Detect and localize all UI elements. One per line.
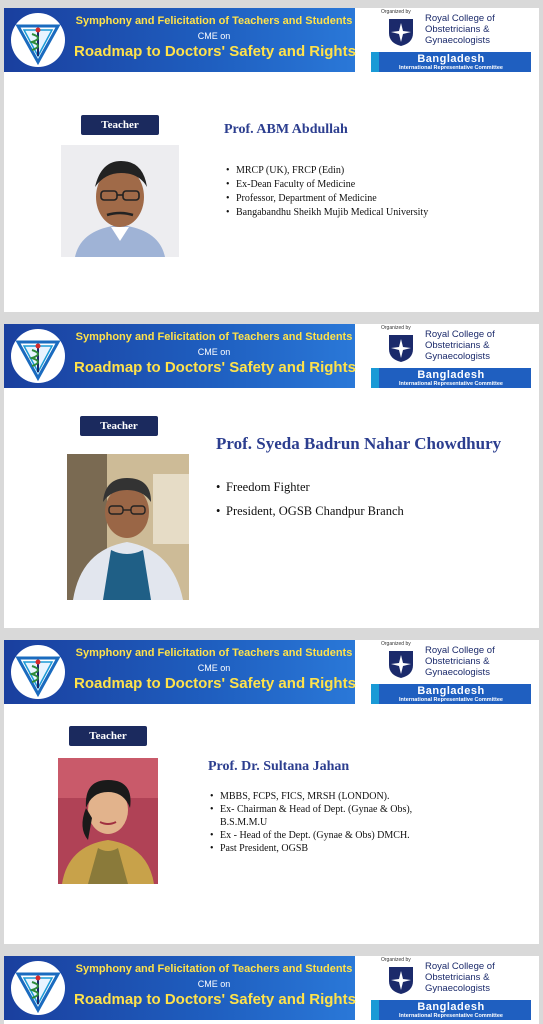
rcog-logo-icon — [387, 333, 415, 363]
organizer-block — [359, 8, 539, 72]
teacher-name: Prof. Syeda Badrun Nahar Chowdhury — [216, 434, 502, 453]
organizer-name: Royal College of Obstetricians & Gynaecologists — [425, 961, 495, 994]
organizer-block — [359, 956, 539, 1020]
slide-2 — [4, 324, 539, 628]
organizer-country: Bangladesh — [417, 1001, 485, 1013]
slide-1 — [4, 8, 539, 312]
teacher-name: Prof. ABM Abdullah — [224, 122, 348, 137]
slide-4 — [4, 956, 539, 1024]
banner-subtitle: CME on — [197, 663, 231, 673]
banner-title: Symphony and Felicitation of Teachers and Students — [75, 963, 353, 975]
credential-item: • Ex - Head of the Dept. (Gynae & Obs) DMCH. — [210, 829, 450, 842]
organizer-country-bar — [371, 52, 531, 72]
banner-topic: Roadmap to Doctors' Safety and Rights — [74, 991, 356, 1008]
organized-by-label: Organized by — [381, 641, 411, 647]
rcog-logo-icon — [387, 965, 415, 995]
event-banner — [4, 324, 539, 388]
credential-item: • Ex-Dean Faculty of Medicine — [226, 178, 428, 192]
ogsb-logo-icon — [10, 12, 66, 68]
credential-item: • President, OGSB Chandpur Branch — [216, 499, 404, 523]
organizer-country-bar — [371, 1000, 531, 1020]
organizer-country: Bangladesh — [417, 685, 485, 697]
organizer-block — [359, 640, 539, 704]
organized-by-label: Organized by — [381, 9, 411, 15]
banner-title: Symphony and Felicitation of Teachers and Students — [75, 331, 353, 343]
organizer-block — [359, 324, 539, 388]
teacher-badge: Teacher — [81, 115, 159, 135]
teacher-badge: Teacher — [69, 726, 147, 746]
teacher-badge: Teacher — [80, 416, 158, 436]
organizer-committee: International Representative Committee — [399, 65, 503, 71]
organizer-committee: International Representative Committee — [399, 697, 503, 703]
rcog-logo-icon — [387, 17, 415, 47]
credentials-list — [210, 790, 450, 855]
organizer-committee: International Representative Committee — [399, 381, 503, 387]
credential-item: • Bangabandhu Sheikh Mujib Medical University — [226, 206, 428, 220]
organizer-country-bar — [371, 368, 531, 388]
organizer-name: Royal College of Obstetricians & Gynaecologists — [425, 329, 495, 362]
credential-item: • Freedom Fighter — [216, 475, 404, 499]
credential-item: • MRCP (UK), FRCP (Edin) — [226, 164, 428, 178]
organized-by-label: Organized by — [381, 957, 411, 963]
banner-title: Symphony and Felicitation of Teachers and Students — [75, 647, 353, 659]
credential-item: • Ex- Chairman & Head of Dept. (Gynae & Obs), B.S.M.M.U — [210, 803, 450, 829]
banner-topic: Roadmap to Doctors' Safety and Rights — [74, 359, 356, 376]
slide-3 — [4, 640, 539, 944]
banner-topic: Roadmap to Doctors' Safety and Rights — [74, 675, 356, 692]
banner-subtitle: CME on — [197, 347, 231, 357]
organized-by-label: Organized by — [381, 325, 411, 331]
event-banner — [4, 956, 539, 1020]
banner-subtitle: CME on — [197, 979, 231, 989]
credential-item: • Professor, Department of Medicine — [226, 192, 428, 206]
organizer-country: Bangladesh — [417, 53, 485, 65]
teacher-photo — [58, 758, 158, 884]
event-banner — [4, 8, 539, 72]
banner-topic: Roadmap to Doctors' Safety and Rights — [74, 43, 356, 60]
event-banner — [4, 640, 539, 704]
organizer-committee: International Representative Committee — [399, 1013, 503, 1019]
banner-title: Symphony and Felicitation of Teachers and Students — [75, 15, 353, 27]
credentials-list — [226, 164, 428, 220]
rcog-logo-icon — [387, 649, 415, 679]
organizer-country: Bangladesh — [417, 369, 485, 381]
organizer-name: Royal College of Obstetricians & Gynaecologists — [425, 645, 495, 678]
organizer-name: Royal College of Obstetricians & Gynaecologists — [425, 13, 495, 46]
credentials-list — [216, 475, 404, 523]
teacher-photo — [61, 145, 179, 257]
credential-item: • Past President, OGSB — [210, 842, 450, 855]
ogsb-logo-icon — [10, 328, 66, 384]
teacher-name: Prof. Dr. Sultana Jahan — [208, 759, 350, 774]
credential-item: • MBBS, FCPS, FICS, MRSH (LONDON). — [210, 790, 450, 803]
ogsb-logo-icon — [10, 644, 66, 700]
banner-subtitle: CME on — [197, 31, 231, 41]
organizer-country-bar — [371, 684, 531, 704]
teacher-photo — [67, 454, 189, 600]
ogsb-logo-icon — [10, 960, 66, 1016]
